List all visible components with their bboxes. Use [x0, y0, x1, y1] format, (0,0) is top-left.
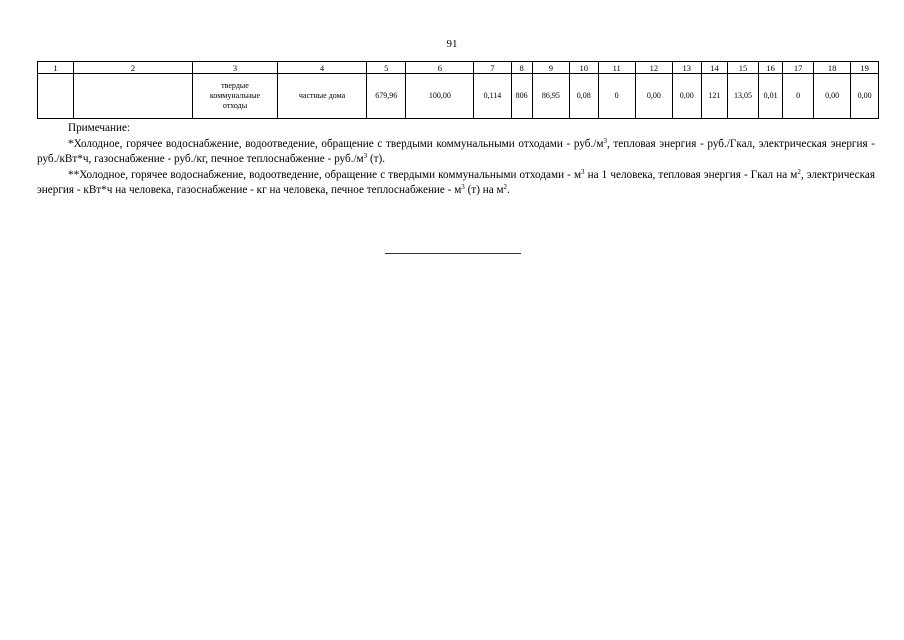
table-cell: 100,00 [406, 74, 474, 119]
table-cell: 0,00 [672, 74, 701, 119]
column-header: 1 [38, 62, 74, 74]
column-header: 14 [701, 62, 728, 74]
waste-type-line: твердые [221, 81, 249, 90]
column-header: 9 [532, 62, 569, 74]
table-cell [74, 74, 193, 119]
notes-title: Примечание: [68, 122, 131, 134]
column-header: 18 [814, 62, 851, 74]
separator-line [385, 253, 521, 254]
table-cell: 121 [701, 74, 728, 119]
table-row [38, 74, 879, 119]
note-units-tariff: *Холодное, горячее водоснабжение, водоотведение, обращение с твердыми коммунальными отходами - $руб./м^3$, тепловая энергия - руб./Гкал, электрическая энергия - руб./кВт*ч, газоснабжение - руб./кг, печное теплоснабжение - $руб./м^3$ (т). [37, 136, 876, 165]
column-header: 6 [406, 62, 474, 74]
column-header: 13 [672, 62, 701, 74]
column-header: 16 [758, 62, 782, 74]
table-cell: 806 [511, 74, 532, 119]
column-header: 2 [74, 62, 193, 74]
table-cell: 0,00 [814, 74, 851, 119]
table-cell: 86,95 [532, 74, 569, 119]
table-cell: 0,08 [569, 74, 598, 119]
notes-section [37, 121, 875, 199]
waste-type-line: коммунальные [209, 91, 261, 100]
table-cell: 0,00 [851, 74, 879, 119]
column-header: 8 [511, 62, 532, 74]
column-header: 5 [367, 62, 406, 74]
column-header: 19 [851, 62, 879, 74]
column-header: 3 [193, 62, 278, 74]
table-cell: 13,05 [728, 74, 759, 119]
tariff-table [37, 61, 879, 119]
column-header: 4 [277, 62, 366, 74]
page-number: 91 [446, 38, 458, 50]
table-cell: 0,00 [635, 74, 672, 119]
column-header: 11 [598, 62, 635, 74]
column-header: 7 [474, 62, 511, 74]
table-cell: 679,96 [367, 74, 406, 119]
note-units-consumption: **Холодное, горячее водоснабжение, водоотведение, обращение с твердыми коммунальными отходами - $м^3$ на 1 человека, тепловая энергия - Гкал на $м^2$, электрическая энергия - кВт*ч на человека, газоснабжение - кг на человека, печное теплоснабжение - $м^3$ (т) на $м^2$. [37, 167, 876, 196]
waste-type-line: отходы [222, 101, 248, 110]
column-header: 17 [783, 62, 814, 74]
column-header: 12 [635, 62, 672, 74]
table-cell: 0 [598, 74, 635, 119]
table-cell: 0,114 [474, 74, 511, 119]
table-cell [38, 74, 74, 119]
column-header: 10 [569, 62, 598, 74]
housing-type-cell: частные дома [277, 74, 366, 119]
column-header: 15 [728, 62, 759, 74]
table-cell: 0 [783, 74, 814, 119]
table-cell: 0,01 [758, 74, 782, 119]
waste-type-cell [193, 74, 278, 119]
table-header-row [38, 62, 879, 74]
